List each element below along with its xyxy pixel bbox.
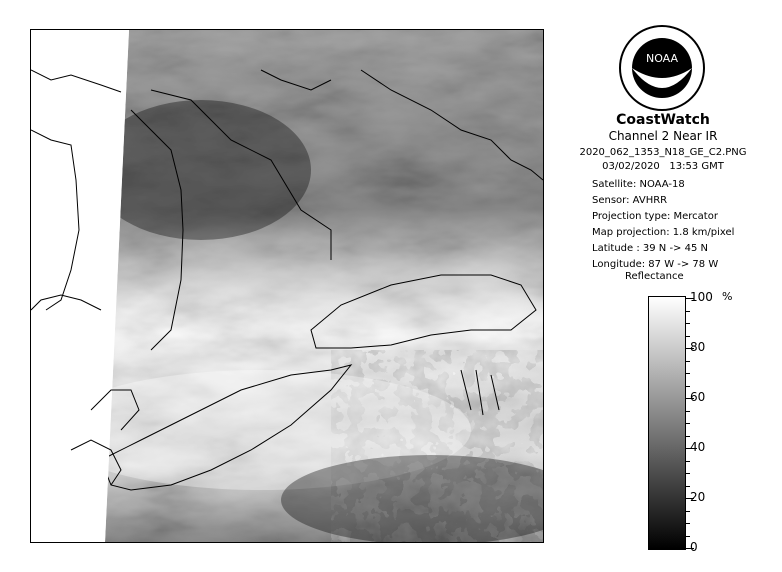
datetime [568, 161, 758, 172]
colorbar-tick [686, 311, 690, 312]
colorbar-tick [686, 323, 690, 324]
colorbar-tick [686, 411, 690, 412]
colorbar-tick [686, 473, 690, 474]
colorbar-tick [686, 523, 690, 524]
colorbar-tick [686, 336, 690, 337]
filename: 2020_062_1353_N18_GE_C2.PNG [579, 147, 747, 158]
colorbar-tick [686, 423, 690, 424]
colorbar-tick-label: 20 [690, 490, 706, 504]
brand-title: CoastWatch [616, 112, 710, 128]
longitude-range: Longitude: 87 W -> 78 W [592, 259, 719, 270]
colorbar-tick [686, 373, 690, 374]
colorbar-unit: % [722, 290, 733, 303]
logo-text: NOAA [645, 52, 679, 65]
projection-type: Projection type: Mercator [592, 211, 718, 222]
colorbar-tick [686, 486, 690, 487]
channel-label: Channel 2 Near IR [608, 129, 718, 143]
colorbar-tick [686, 461, 690, 462]
colorbar-label: Reflectance [625, 271, 684, 282]
sensor-label: Sensor: AVHRR [592, 195, 668, 206]
colorbar-tick-label: 60 [690, 390, 706, 404]
latitude-range: Latitude : 39 N -> 45 N [592, 243, 708, 254]
noaa-logo [618, 24, 706, 112]
colorbar-tick [686, 536, 690, 537]
colorbar [648, 296, 686, 550]
colorbar-tick-label: 100 [690, 290, 713, 304]
colorbar-tick [686, 386, 690, 387]
satellite-image [30, 29, 544, 543]
colorbar-tick-label: 40 [690, 440, 706, 454]
colorbar-tick-label: 0 [690, 540, 698, 554]
reflectance-map [31, 30, 543, 542]
colorbar-tick [686, 361, 690, 362]
time: 13:53 GMT [669, 161, 724, 172]
colorbar-tick-label: 80 [690, 340, 706, 354]
colorbar-tick [686, 511, 690, 512]
map-projection: Map projection: 1.8 km/pixel [592, 227, 735, 238]
date: 03/02/2020 [602, 161, 660, 172]
satellite-label: Satellite: NOAA-18 [592, 179, 685, 190]
colorbar-tick [686, 436, 690, 437]
